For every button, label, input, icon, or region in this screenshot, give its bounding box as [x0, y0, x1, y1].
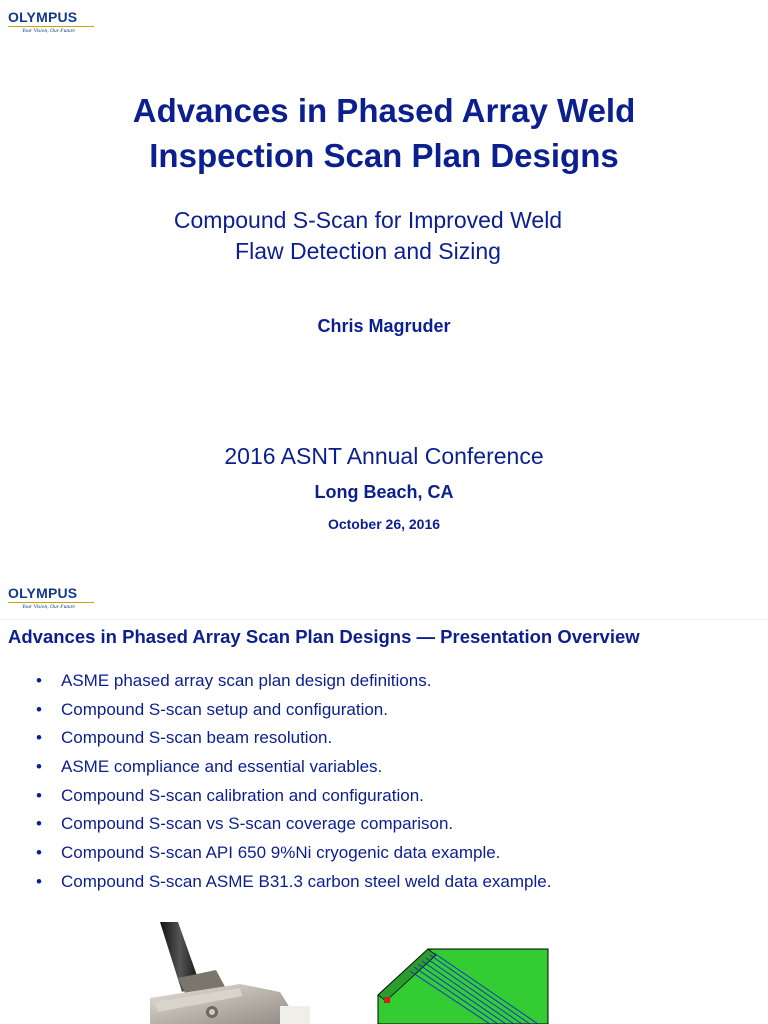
- author-name: Chris Magruder: [317, 316, 451, 336]
- list-item-text: Compound S-scan setup and configuration.: [61, 699, 388, 719]
- probe-photo: [130, 922, 310, 1024]
- list-item-text: Compound S-scan beam resolution.: [61, 728, 333, 748]
- slide2-title: Advances in Phased Array Scan Plan Designs — Presentation Overview: [8, 626, 640, 647]
- logo-rule: [8, 26, 94, 27]
- logo-tagline: Your Vision, Our Future: [22, 28, 75, 34]
- bullet-icon: •: [36, 699, 42, 719]
- list-item: [36, 812, 551, 841]
- subtitle-line-1: Compound S-Scan for Improved Weld: [173, 207, 563, 233]
- list-item-text: Compound S-scan calibration and configuration.: [61, 785, 424, 805]
- list-item: [36, 755, 551, 784]
- list-item-text: Compound S-scan ASME B31.3 carbon steel weld data example.: [61, 871, 552, 891]
- presentation-date: October 26, 2016: [327, 516, 441, 532]
- bullet-icon: •: [36, 814, 42, 834]
- title-line-1: Advances in Phased Array Weld: [132, 92, 636, 129]
- bullet-icon: •: [36, 871, 42, 891]
- overview-list: [36, 669, 551, 899]
- list-item: [36, 841, 551, 870]
- logo-rule: [8, 602, 94, 603]
- list-item: [36, 870, 551, 899]
- list-item: [36, 726, 551, 755]
- olympus-logo: [8, 10, 94, 34]
- olympus-logo-slide2: [8, 586, 94, 610]
- wedge-beam-diagram: [370, 945, 555, 1024]
- list-item-text: Compound S-scan vs S-scan coverage comparison.: [61, 814, 454, 834]
- bullet-icon: •: [36, 843, 42, 863]
- logo-tagline: Your Vision, Our Future: [22, 604, 75, 610]
- bullet-icon: •: [36, 785, 42, 805]
- logo-wordmark: OLYMPUS: [8, 9, 78, 25]
- list-item-text: Compound S-scan API 650 9%Ni cryogenic data example.: [61, 843, 501, 863]
- logo-wordmark: OLYMPUS: [8, 585, 78, 601]
- subtitle-line-2: Flaw Detection and Sizing: [235, 238, 501, 264]
- list-item-text: ASME compliance and essential variables.: [61, 757, 383, 777]
- conference-name: 2016 ASNT Annual Conference: [224, 443, 544, 469]
- bullet-icon: •: [36, 671, 42, 690]
- list-item: [36, 784, 551, 813]
- conference-location: Long Beach, CA: [314, 482, 454, 502]
- slide1-subtitle: [0, 205, 736, 267]
- slide1-title: [0, 88, 768, 178]
- bullet-icon: •: [36, 757, 42, 777]
- bullet-icon: •: [36, 728, 42, 748]
- slide-divider: [0, 619, 768, 620]
- title-line-2: Inspection Scan Plan Designs: [149, 137, 619, 174]
- list-item: [36, 698, 551, 727]
- list-item: [36, 669, 551, 698]
- list-item-text: ASME phased array scan plan design definitions.: [61, 671, 432, 690]
